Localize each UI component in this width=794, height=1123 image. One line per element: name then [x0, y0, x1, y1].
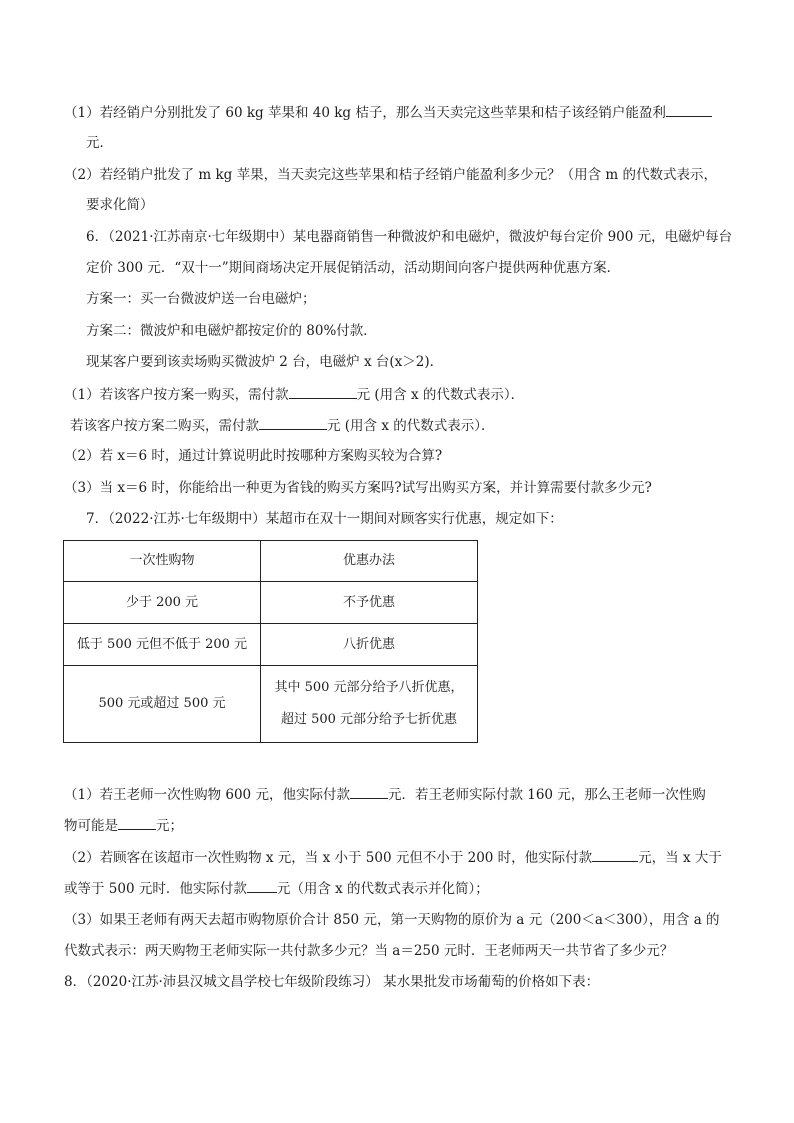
q7-part3-line1 [64, 910, 754, 930]
q7-part2-cont: 或等于 500 元时．他实际付款 [64, 881, 247, 897]
q6-part1-line2 [70, 415, 754, 436]
table-cell: 少于 200 元 [64, 582, 261, 624]
q6-part2 [64, 446, 754, 466]
answer-blank[interactable] [259, 415, 327, 430]
answer-blank[interactable] [247, 878, 277, 893]
answer-blank[interactable] [289, 384, 357, 399]
table-cell: 500 元或超过 500 元 [64, 666, 261, 743]
answer-blank[interactable] [350, 784, 388, 799]
answer-blank[interactable] [592, 847, 638, 862]
q6-plan1 [86, 289, 754, 309]
q7-part2-tail: 元（用含 x 的代数式表示并化简）； [276, 881, 489, 897]
q6-header-cont: 定价 300 元．“双十一”期间商场决定开展促销活动，活动期间向客户提供两种优惠方案． [86, 260, 621, 276]
q6-plan1-text: 方案一：买一台微波炉送一台电磁炉； [86, 291, 316, 307]
q6-part3-text: （3）当 x＝6 时，你能给出一种更为省钱的购买方案吗?试写出购买方案，并计算需要付款多少元? [64, 480, 652, 496]
q6-header: 6．（2021·江苏南京·七年级期中）某电器商销售一种微波炉和电磁炉，微波炉每台定价 900 元，电磁炉每台 [86, 229, 733, 245]
q5-part1-unit: 元． [86, 135, 113, 151]
q8-header [64, 972, 754, 992]
table-header-row [64, 541, 478, 582]
table-row [64, 666, 478, 743]
q7-part3-line2 [64, 941, 754, 961]
q7-part1-text: （1）若王老师一次性购物 600 元，他实际付款 [64, 787, 350, 803]
q6-plan2-text: 方案二：微波炉和电磁炉都按定价的 80%付款． [86, 323, 377, 339]
q8-header-text: 8．（2020·江苏·沛县汉城文昌学校七年级阶段练习） 某水果批发市场葡萄的价格如下表： [64, 974, 600, 990]
q5-part1-text: （1）若经销户分别批发了 60 kg 苹果和 40 kg 桔子，那么当天卖完这些苹果和桔子该经销户能盈利 [64, 105, 666, 121]
q7-part1-line1 [64, 784, 754, 805]
q7-part2-line2 [64, 878, 754, 899]
table-cell: 不予优惠 [261, 582, 478, 624]
q6-header-line1 [86, 227, 754, 247]
table-cell: 八折优惠 [261, 624, 478, 666]
q6-part1c-text: 若该客户按方案二购买，需付款 [70, 418, 259, 434]
q7-part3-cont: 代数式表示：两天购物王老师实际一共付款多少元？当 a＝250 元时．王老师两天一共节省了多少元？ [64, 943, 674, 959]
q5-part2-tail: 要求化简） [86, 197, 154, 213]
q5-part2-line2 [86, 195, 754, 215]
q5-part1-line1 [64, 102, 754, 123]
q7-part2-line1 [64, 847, 754, 868]
table-cell-line: 其中 500 元部分给予八折优惠， [274, 680, 464, 695]
discount-table [63, 540, 478, 743]
q7-part2-mid: 元，当 x 大于 [638, 850, 722, 866]
answer-blank[interactable] [118, 815, 156, 830]
q7-header [86, 509, 754, 529]
table-cell: 低于 500 元但不低于 200 元 [64, 624, 261, 666]
q6-plan2 [86, 321, 754, 341]
q7-part1-line2 [64, 815, 754, 836]
table-cell-multiline [261, 666, 478, 743]
q5-part1-line2 [86, 133, 754, 153]
q7-part1-tail: 元； [156, 818, 183, 834]
q5-part2-text: （2）若经销户批发了 m kg 苹果，当天卖完这些苹果和桔子经销户能盈利多少元？（用含 m 的代数式表示， [64, 167, 717, 183]
q6-customer-text: 现某客户要到该卖场购买微波炉 2 台，电磁炉 x 台(x＞2)． [86, 354, 444, 370]
q7-part3-text: （3）如果王老师有两天去超市购物原价合计 850 元，第一天购物的原价为 a 元（200＜a＜300），用含 a 的 [64, 912, 720, 928]
q6-part3 [64, 478, 754, 498]
q6-part1-text: （1）若该客户按方案一购买，需付款 [64, 387, 289, 403]
q7-part1-cont: 物可能是 [64, 818, 118, 834]
table-row [64, 624, 478, 666]
table-header-cell: 优惠办法 [261, 541, 478, 582]
q6-customer [86, 352, 754, 372]
answer-blank[interactable] [666, 102, 712, 117]
q6-part1-tail: 元 (用含 x 的代数式表示）． [356, 387, 525, 403]
q6-header-line2 [86, 258, 754, 278]
q7-part2-text: （2）若顾客在该超市一次性购物 x 元，当 x 小于 500 元但不小于 200 时，他实际付款 [64, 850, 593, 866]
q6-part1-line1 [64, 384, 754, 405]
q7-part1-mid: 元．若王老师实际付款 160 元，那么王老师一次性购 [387, 787, 706, 803]
q5-part2-line1 [64, 165, 754, 185]
q7-header-text: 7．（2022·江苏·七年级期中）某超市在双十一期间对顾客实行优惠，规定如下： [86, 511, 563, 527]
q6-part2-text: （2）若 x＝6 时，通过计算说明此时按哪种方案购买较为合算? [64, 448, 443, 464]
table-header-cell: 一次性购物 [64, 541, 261, 582]
table-row [64, 582, 478, 624]
q6-part1c-tail: 元 (用含 x 的代数式表示）． [327, 418, 495, 434]
table-cell-line: 超过 500 元部分给予七折优惠 [280, 712, 458, 727]
